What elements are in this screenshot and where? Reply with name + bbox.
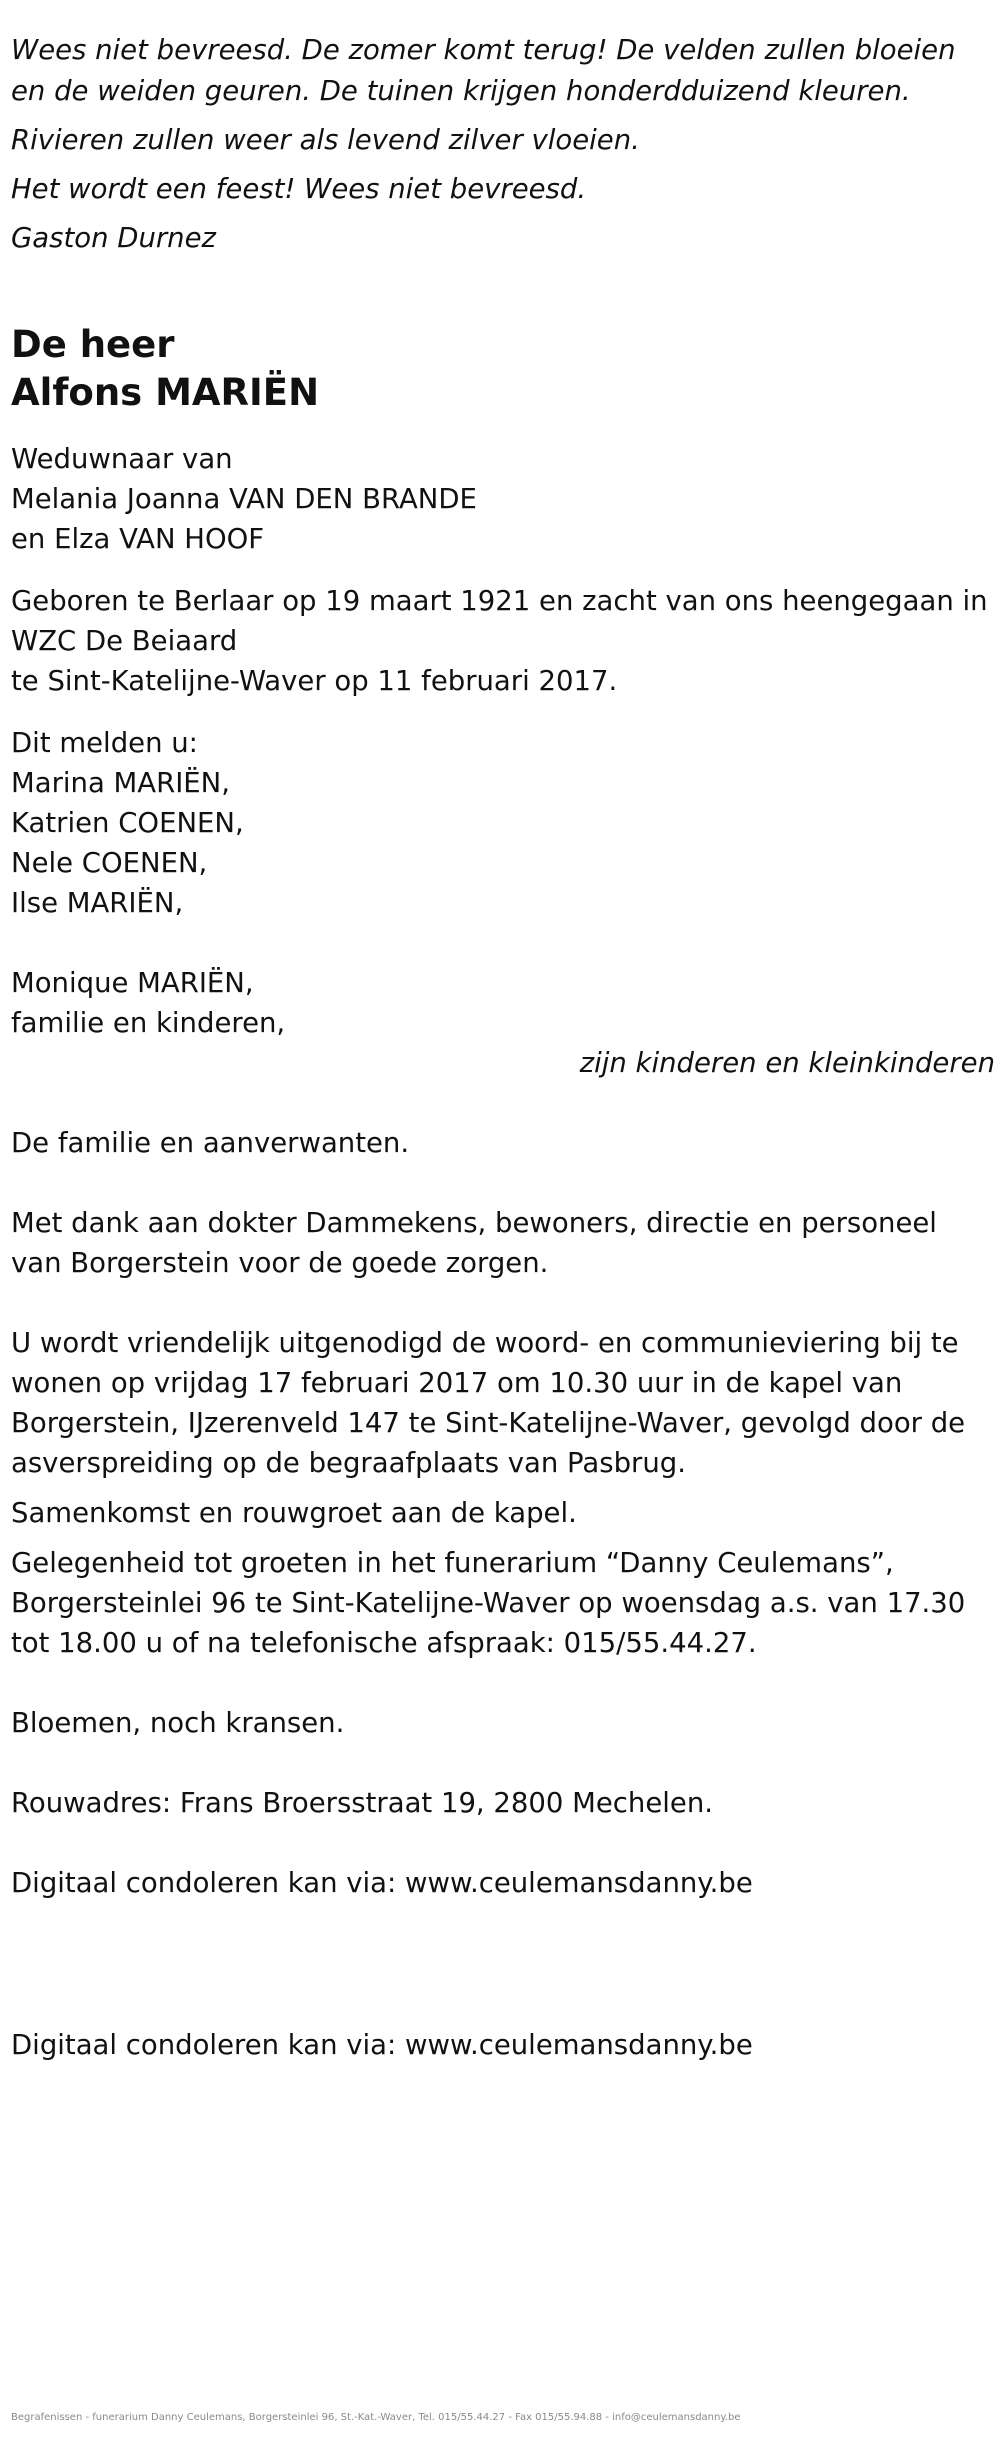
birth-death-section — [11, 581, 995, 701]
condolence-line-2: Digitaal condoleren kan via: www.ceulemansdanny.be — [11, 2029, 753, 2061]
condolence-line-1: Digitaal condoleren kan via: www.ceulemansdanny.be — [11, 1867, 753, 1899]
announcer-name: Katrien COENEN, — [11, 807, 244, 839]
obituary-content — [11, 30, 995, 2065]
announcers-closing: zijn kinderen en kleinkinderen — [579, 1047, 995, 1079]
announcers-intro: Dit melden u: — [11, 727, 198, 759]
thanks-paragraph: Met dank aan dokter Dammekens, bewoners, directie en personeel van Borgerstein voor de goede zorgen. — [11, 1207, 937, 1279]
quote-line-3: Het wordt een feest! Wees niet bevreesd. — [11, 173, 587, 205]
flowers-line: Bloemen, noch kransen. — [11, 1707, 345, 1739]
quote-author: Gaston Durnez — [11, 222, 216, 254]
announcer-family: familie en kinderen, — [11, 1007, 286, 1039]
birth-death-line-1: Geboren te Berlaar op 19 maart 1921 en zacht van ons heengegaan in WZC De Beiaard — [11, 585, 988, 657]
deceased-name: Alfons MARIËN — [11, 371, 320, 414]
announcer-name: Marina MARIËN, — [11, 767, 230, 799]
spouse-2: en Elza VAN HOOF — [11, 523, 265, 555]
announcer-name: Nele COENEN, — [11, 847, 208, 879]
ceremony-section — [11, 1323, 995, 1663]
ceremony-invite: U wordt vriendelijk uitgenodigd de woord- en communieviering bij te wonen op vrijdag 17 februari 2017 om 10.30 uur in de kapel van Borgerstein, IJzerenveld 147 te Sint-Katelijne-Waver, gevolgd door de asverspreiding op de begraafplaats van Pasbrug. — [11, 1327, 966, 1479]
mourning-address: Rouwadres: Frans Broersstraat 19, 2800 Mechelen. — [11, 1787, 713, 1819]
widower-intro: Weduwnaar van — [11, 443, 233, 475]
deceased-title: De heer — [11, 323, 175, 366]
ceremony-visit: Gelegenheid tot groeten in het funerarium “Danny Ceulemans”, Borgersteinlei 96 te Sint-Katelijne-Waver op woensdag a.s. van 17.30 tot 18.00 u of na telefonische afspraak: 015/55.44.27. — [11, 1547, 966, 1659]
quote-line-2: Rivieren zullen weer als levend zilver vloeien. — [11, 124, 640, 156]
ceremony-gathering: Samenkomst en rouwgroet aan de kapel. — [11, 1497, 577, 1529]
announcer-name: Ilse MARIËN, — [11, 887, 184, 919]
deceased-name-block — [11, 321, 995, 417]
spouse-1: Melania Joanna VAN DEN BRANDE — [11, 483, 477, 515]
family-line: De familie en aanverwanten. — [11, 1127, 410, 1159]
quote-line-1: Wees niet bevreesd. De zomer komt terug! De velden zullen bloeien en de weiden geuren. De tuinen krijgen honderdduizend kleuren. — [11, 34, 956, 107]
poem-quote — [11, 30, 995, 259]
announcers-section — [11, 723, 995, 1083]
announcer-name: Monique MARIËN, — [11, 967, 254, 999]
funeral-home-footer: Begrafenissen - funerarium Danny Ceulemans, Borgersteinlei 96, St.-Kat.-Waver, Tel. 015/55.44.27 - Fax 015/55.94.88 - info@ceulemansdanny.be — [11, 2412, 741, 2423]
birth-death-line-2: te Sint-Katelijne-Waver op 11 februari 2017. — [11, 665, 618, 697]
widower-section — [11, 439, 995, 559]
